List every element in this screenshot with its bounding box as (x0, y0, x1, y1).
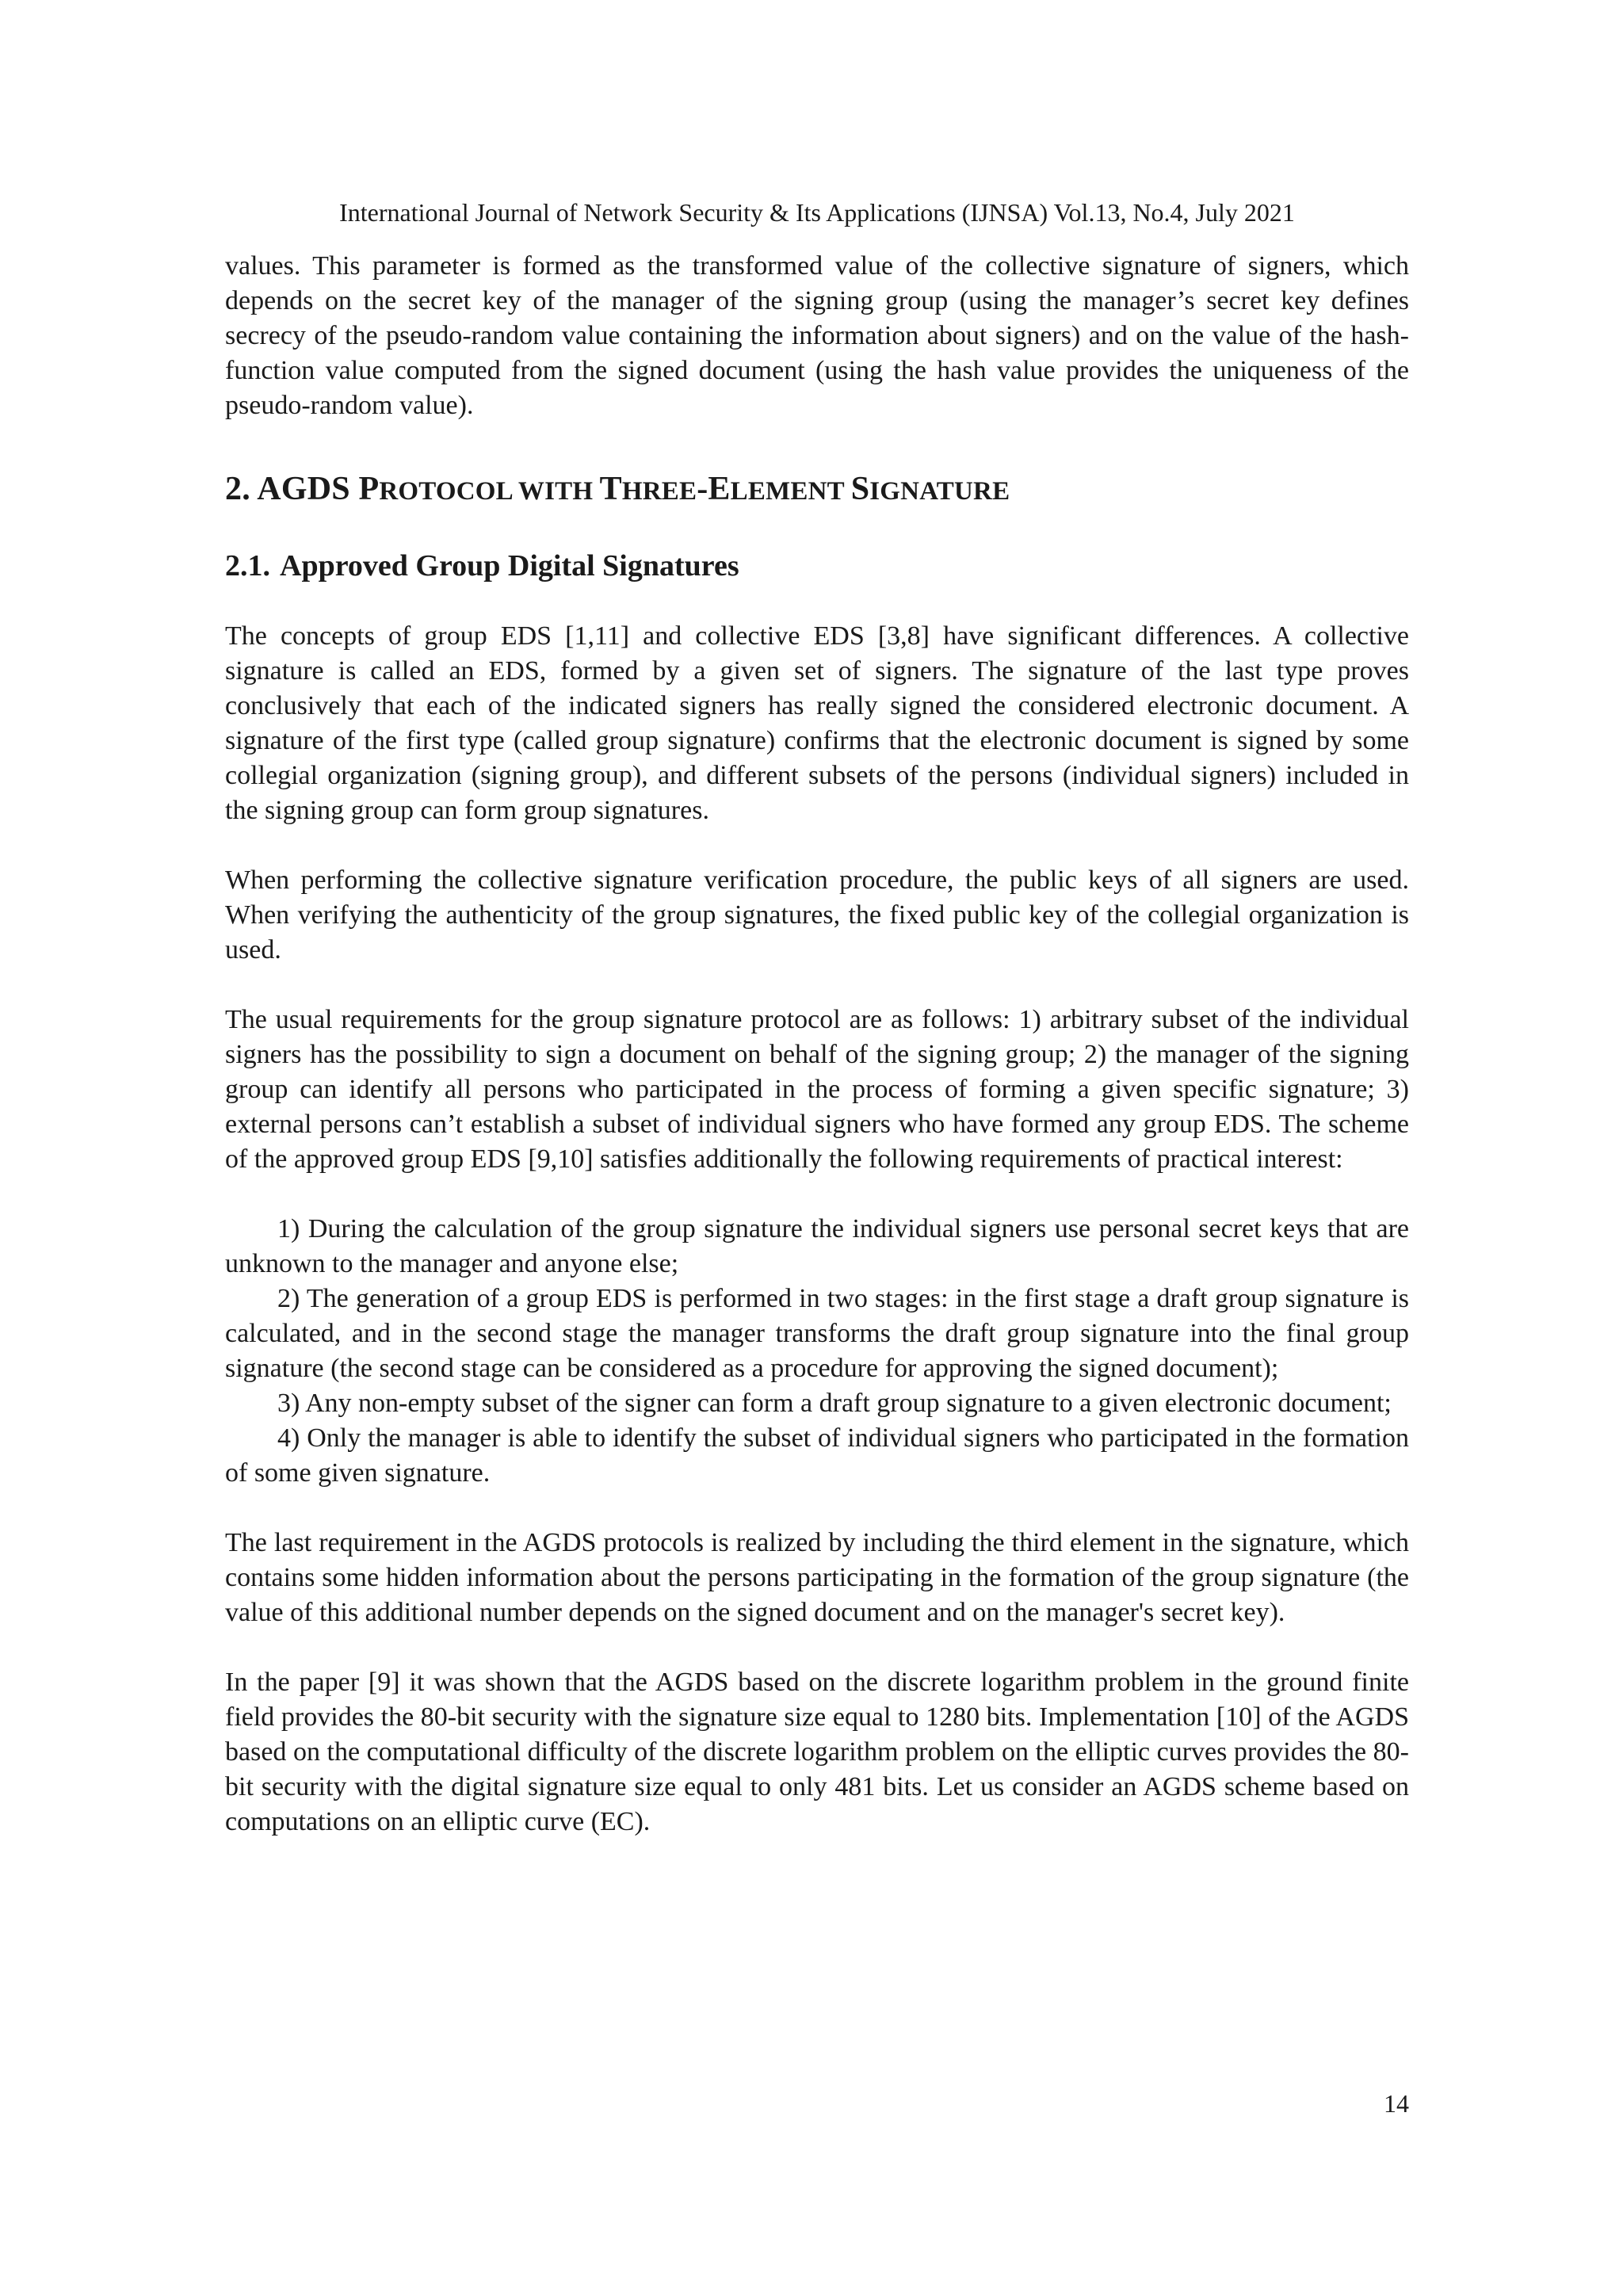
requirements-list (225, 1212, 1409, 1491)
subsection-heading (225, 548, 1409, 584)
intro-continuation-paragraph: values. This parameter is formed as the transformed value of the collective signature of signers, which depends on the secret key of the manager of the signing group (using the manager’s secret key defines secrecy of the pseudo-random value containing the information about signers) and on the value of the hash-function value computed from the signed document (using the hash value provides the uniqueness of the pseudo-random value). (225, 251, 1409, 420)
running-header: International Journal of Network Security & Its Applications (IJNSA) Vol.13, No.4, July 2021 (339, 198, 1295, 227)
section-title: AGDS PROTOCOL WITH THREE-ELEMENT SIGNATURE (257, 471, 1010, 507)
paragraph-security-comparison: In the paper [9] it was shown that the AGDS based on the discrete logarithm problem in the ground finite field provides the 80-bit security with the signature size equal to 1280 bits. Implementation [10] of the AGDS based on the computational difficulty of the discrete logarithm problem on the elliptic curves provides the 80-bit security with the digital signature size equal to only 481 bits. Let us consider an AGDS scheme based on computations on an elliptic curve (EC). (225, 1668, 1409, 1836)
subsection-number: 2.1. (225, 549, 270, 583)
paragraph-usual-requirements: The usual requirements for the group signature protocol are as follows: 1) arbitrary subset of the individual signers has the possibility to sign a document on behalf of the signing group; 2) the manager of the signing group can identify all persons who participated in the process of forming a given specific signature; 3) external persons can’t establish a subset of individual signers who have formed any group EDS. The scheme of the approved group EDS [9,10] satisfies additionally the following requirements of practical interest: (225, 1005, 1409, 1174)
section-number: 2. (225, 471, 250, 507)
requirement-item: 3) Any non-empty subset of the signer can form a draft group signature to a given electronic document; (277, 1389, 1392, 1418)
subsection-title: Approved Group Digital Signatures (280, 549, 739, 583)
requirement-item: 2) The generation of a group EDS is performed in two stages: in the first stage a draft group signature is calculated, and in the second stage the manager transforms the draft group signature into the final group signature (the second stage can be considered as a procedure for approving the signed document); (225, 1284, 1409, 1383)
requirement-item: 1) During the calculation of the group signature the individual signers use personal secret keys that are unknown to the manager and anyone else; (225, 1214, 1409, 1278)
section-heading (225, 469, 1409, 511)
requirement-item: 4) Only the manager is able to identify the subset of individual signers who participated in the formation of some given signature. (225, 1423, 1409, 1488)
body-text (225, 249, 1409, 1839)
paragraph-group-vs-collective: The concepts of group EDS [1,11] and collective EDS [3,8] have significant differences. A collective signature is called an EDS, formed by a given set of signers. The signature of the last type proves conclusively that each of the indicated signers has really signed the considered electronic document. A signature of the first type (called group signature) confirms that the electronic document is signed by some collegial organization (signing group), and different subsets of the persons (individual signers) included in the signing group can form group signatures. (225, 621, 1409, 825)
paragraph-last-requirement: The last requirement in the AGDS protocols is realized by including the third element in the signature, which contains some hidden information about the persons participating in the formation of the group signature (the value of this additional number depends on the signed document and on the manager's secret key). (225, 1528, 1409, 1627)
paragraph-verification: When performing the collective signature verification procedure, the public keys of all signers are used. When verifying the authenticity of the group signatures, the fixed public key of the collegial organization is used. (225, 865, 1409, 965)
page-number: 14 (1384, 2089, 1409, 2118)
